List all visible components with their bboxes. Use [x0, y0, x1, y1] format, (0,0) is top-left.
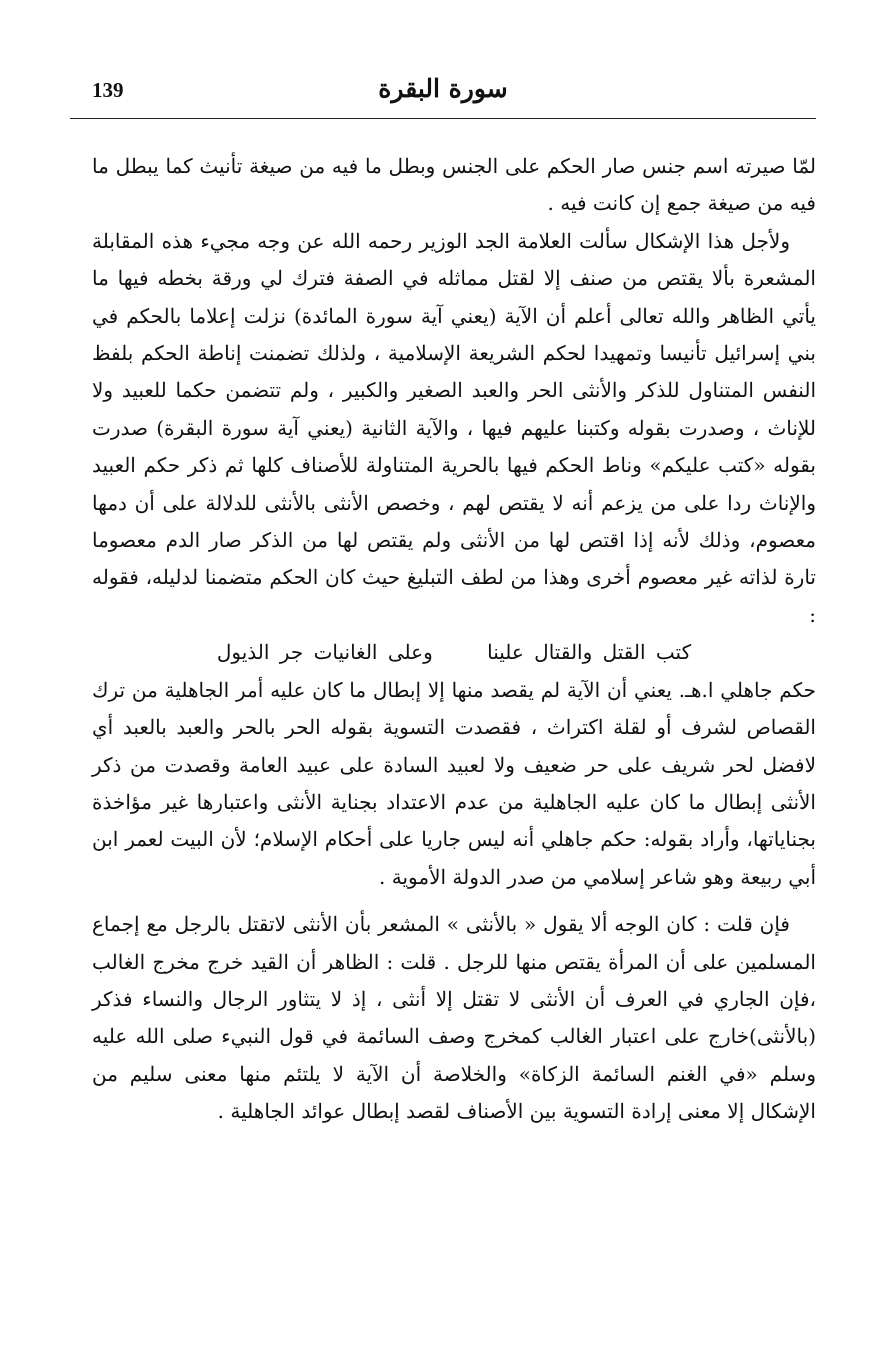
- verse-second-hemistich: وعلى الغانيات جر الذيول: [216, 640, 433, 665]
- paragraph-question-answer: فإن قلت : كان الوجه ألا يقول « بالأنثى » المشعر بأن الأنثى لاتقتل بالرجل مع إجماع المسلمين على أن المرأة يقتص منها للرجل . قلت : الظاهر أن القيد خرج مخرج الغالب ،فإن الجاري في العرف أن الأنثى لا تقتل إلا أنثى ، إذ لا يتثاور الرجال والنساء فذكر (بالأنثى)خارج على اعتبار الغالب كمخرج وصف السائمة في قول النبيء صلى الله عليه وسلم «في الغنم السائمة الزكاة» والخلاصة أن الآية لا يلتئم منها معنى سليم من الإشكال إلا معنى إرادة التسوية بين الأصناف لقصد إبطال عوائد الجاهلية .: [92, 912, 816, 1124]
- poetry-verse: [92, 634, 816, 671]
- page-header: [70, 72, 816, 119]
- paragraph-grandfather-answer: ولأجل هذا الإشكال سألت العلامة الجد الوزير رحمه الله عن وجه مجيء هذه المقابلة المشعرة بألا يقتص من صنف إلا لقتل مماثله في الصفة فترك لي ورقة بخطه فيها ما يأتي الظاهر والله تعالى أعلم أن الآية (يعني آية سورة المائدة) نزلت إعلاما بالحكم في بني إسرائيل تأنيسا وتمهيدا لحكم الشريعة الإسلامية ، ولذلك تضمنت إناطة الحكم بلفظ النفس المتناول للذكر والأنثى الحر والعبد الصغير والكبير ، ولم تتضمن حكما للعبيد ولا للإناث ، وصدرت بقوله وكتبنا عليهم فيها ، والآية الثانية (يعني آية سورة البقرة) صدرت بقوله «كتب عليكم» وناط الحكم فيها بالحرية المتناولة للأصناف كلها ثم ذكر حكم العبيد والإناث ردا على من يزعم أنه لا يقتص لهم ، وخصص الأنثى بالأنثى للدلالة على أن دمها معصوم، وذلك لأنه إذا اقتص لها من الأنثى ولم يقتص لها من الذكر صار الدم معصوما تارة لذاته غير معصوم أخرى وهذا من لطف التبليغ حيث كان الحكم متضمنا لدليله، فقوله :: [92, 228, 816, 627]
- verse-first-hemistich: كتب القتل والقتال علينا: [487, 640, 692, 665]
- page-number: 139: [92, 78, 124, 102]
- page-body: [92, 148, 816, 1131]
- paragraph-continuation: لمّا صيرته اسم جنس صار الحكم على الجنس وبطل ما فيه من صيغة تأنيث كما يبطل ما فيه من صيغة جمع إن كانت فيه .: [92, 154, 816, 216]
- surah-title: سورة البقرة: [378, 74, 508, 103]
- paragraph-explanation: حكم جاهلي ا.هـ. يعني أن الآية لم يقصد منها إلا إبطال ما كان عليه أمر الجاهلية من ترك القصاص لشرف أو لقلة اكتراث ، فقصدت التسوية بقوله الحر بالحر والعبد بالعبد أي لافضل لحر شريف على حر ضعيف ولا لعبيد السادة على عبيد العامة وقصدت من ذكر الأنثى إبطال ما كان عليه الجاهلية من عدم الاعتداد بجناية الأنثى واعتبارها غير مؤاخذة بجناياتها، وأراد بقوله: حكم جاهلي أنه ليس جاريا على أحكام الإسلام؛ لأن البيت لعمر ابن أبي ربيعة وهو شاعر إسلامي من صدر الدولة الأموية .: [92, 677, 816, 889]
